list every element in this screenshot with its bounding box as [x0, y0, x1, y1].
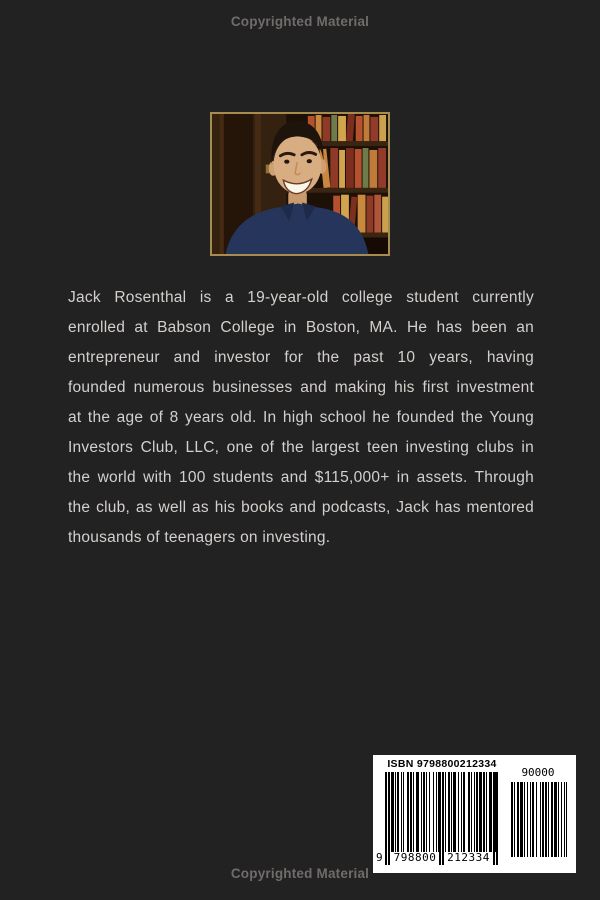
barcode-guard-bar: [385, 772, 387, 865]
barcode-guard-bar: [388, 772, 390, 865]
bio-line: Jack Rosenthal is a 19-year-old college student currently: [68, 289, 534, 306]
ean5-supplement-barcode: [511, 782, 567, 857]
bio-line: founded numerous businesses and making his first investment: [68, 379, 534, 396]
supplement-code-label: 90000: [521, 766, 555, 779]
ean5-barcode-bars: [511, 782, 567, 857]
isbn-label: ISBN 9798800212334: [387, 758, 497, 770]
copyright-notice-bottom: Copyrighted Material: [230, 866, 370, 881]
author-photo: [210, 112, 390, 256]
bio-line: enrolled at Babson College in Boston, MA. He has been an: [68, 319, 534, 336]
barcode-guard-bar: [493, 772, 495, 865]
barcode-guard-bar: [439, 772, 441, 865]
ean13-barcode: [385, 772, 497, 852]
barcode-digits-group2: 212334: [447, 851, 490, 864]
author-bio: [68, 283, 534, 553]
bio-line: at the age of 8 years old. In high school he founded the Young: [68, 409, 534, 426]
bio-line: thousands of teenagers on investing.: [68, 529, 331, 546]
author-photo-illustration: [212, 114, 388, 254]
bio-line: entrepreneur and investor for the past 10 years, having: [68, 349, 534, 366]
barcode-guard-bar: [496, 772, 498, 865]
bio-line: the club, as well as his books and podcasts, Jack has mentored: [68, 499, 534, 516]
barcode-guard-bar: [442, 772, 444, 865]
barcode-digits-group1: 798800: [393, 851, 437, 864]
barcode-digit-lead: 9: [376, 851, 383, 864]
bio-line: the world with 100 students and $115,000+ in assets. Through: [68, 469, 534, 486]
barcode-panel: [373, 755, 576, 873]
copyright-notice-top: Copyrighted Material: [230, 14, 370, 29]
bio-line: Investors Club, LLC, one of the largest teen investing clubs in: [68, 439, 534, 456]
ean13-barcode-bars: [385, 772, 497, 852]
